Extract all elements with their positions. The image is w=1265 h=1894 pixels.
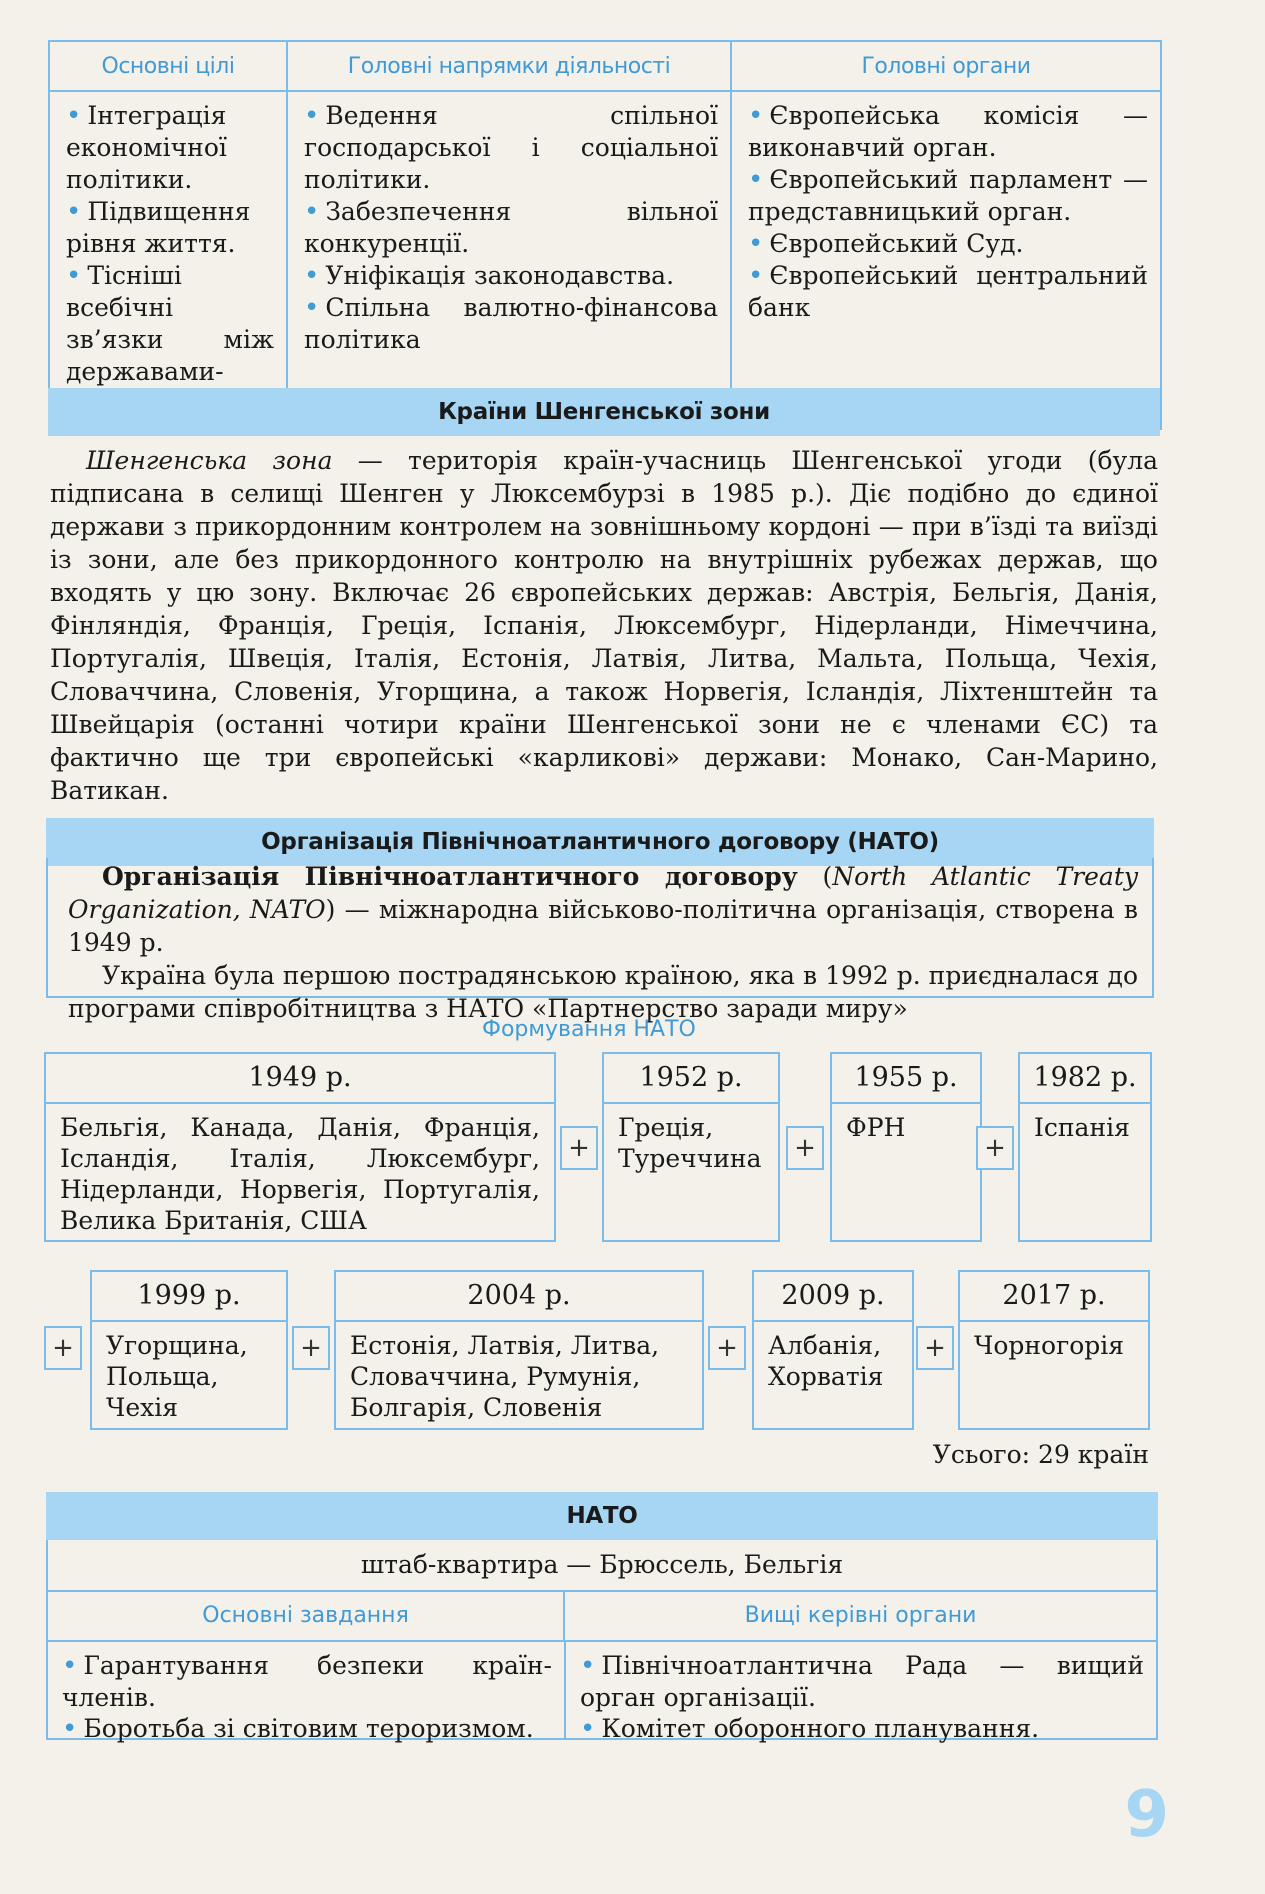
- bullet-icon: •: [62, 1651, 78, 1681]
- year-label: 1999 р.: [92, 1272, 286, 1322]
- organ-text: Комітет оборонного планування.: [601, 1714, 1040, 1743]
- eu-table: [48, 40, 1162, 430]
- list-item: [304, 100, 718, 196]
- list-item: [304, 292, 718, 356]
- year-box: [602, 1052, 780, 1242]
- schengen-paragraph: [50, 444, 1158, 807]
- list-item: [66, 100, 274, 196]
- nato-table: [46, 1540, 1158, 1744]
- ukraine-note: Україна була першою пострадянською країною, яка в 1992 р. приєдналася до програми співробітництва з НАТО «Партнерство заради миру»: [68, 961, 1138, 1023]
- direction-text: Забезпечення вільної конкуренції.: [304, 197, 718, 258]
- direction-text: Уніфікація законодавства.: [325, 261, 675, 290]
- plus-sign: +: [292, 1326, 330, 1370]
- year-countries: Албанія, Хорватія: [768, 1331, 884, 1391]
- year-countries: Бельгія, Канада, Данія, Франція, Ісландія, Італія, Люксембург, Нідерланди, Норвегія, Португалія, Велика Британія, США: [60, 1113, 540, 1235]
- nato-definition-rest: ) — міжнародна військово-політична організація, створена в 1949 р.: [68, 895, 1138, 957]
- bullet-icon: •: [748, 101, 764, 131]
- plus-sign: +: [708, 1326, 746, 1370]
- eu-goals-cell: [49, 91, 287, 429]
- list-item: [748, 228, 1148, 260]
- eu-table-body-row: [49, 91, 1161, 429]
- year-countries: Чорногорія: [974, 1331, 1125, 1360]
- list-item: [748, 100, 1148, 164]
- nato-term: Організація Північноатлантичного договору: [102, 862, 798, 891]
- bullet-icon: •: [580, 1714, 596, 1744]
- bullet-icon: •: [304, 293, 320, 323]
- bullet-icon: •: [748, 165, 764, 195]
- nato-header-tasks: Основні завдання: [48, 1592, 565, 1640]
- plus-sign: +: [916, 1326, 954, 1370]
- eu-header-organs: Головні органи: [731, 41, 1161, 91]
- year-box: [958, 1270, 1150, 1430]
- organ-text: Північноатлантична Рада — вищий орган організації.: [580, 1651, 1144, 1712]
- bullet-icon: •: [66, 101, 82, 131]
- task-text: Боротьба зі світовим тероризмом.: [83, 1714, 534, 1743]
- schengen-text: — територія країн-учасниць Шенгенської угоди (була підписана в селищі Шенген у Люксембурзі в 1985 р.). Діє подібно до єдиної держави з прикордонним контролем на зовнішньому кордоні — при в’їзді та виїзді із зони, але без прикордонного контролю на внутрішніх рубежах держав, що входять у цю зону. Включає 26 європейських держав: Австрія, Бельгія, Данія, Фінляндія, Франція, Греція, Іспанія, Люксембург, Нідерланди, Німеччина, Португалія, Швеція, Італія, Естонія, Латвія, Литва, Мальта, Польща, Чехія, Словаччина, Словенія, Угорщина, а також Норвегія, Ісландія, Ліхтенштейн та Швейцарія (останні чотири країни Шенгенської зони не є членами ЄС) та фактично ще три європейські «карликові» держави: Монако, Сан-Марино, Ватикан.: [50, 446, 1158, 805]
- goal-text: Підвищення рівня життя.: [66, 197, 251, 258]
- year-box: [90, 1270, 288, 1430]
- year-countries: Іспанія: [1034, 1113, 1130, 1142]
- year-label: 2009 р.: [754, 1272, 912, 1322]
- plus-sign: +: [786, 1126, 824, 1170]
- nato-title: НАТО: [46, 1492, 1158, 1540]
- bullet-icon: •: [66, 197, 82, 227]
- bullet-icon: •: [62, 1714, 78, 1744]
- organ-text: Європейський центральний банк: [748, 261, 1148, 322]
- list-item: [304, 196, 718, 260]
- nato-tasks-cell: [48, 1642, 566, 1744]
- eu-table-header-row: [49, 41, 1161, 91]
- year-box: [334, 1270, 704, 1430]
- nato-organs-cell: [566, 1642, 1156, 1744]
- list-item: [304, 260, 718, 292]
- year-box: [1018, 1052, 1152, 1242]
- task-text: Гарантування безпеки країн-членів.: [62, 1651, 552, 1712]
- year-countries: Естонія, Латвія, Литва, Словаччина, Румунія, Болгарія, Словенія: [350, 1331, 660, 1422]
- year-label: 1949 р.: [46, 1054, 554, 1104]
- bullet-icon: •: [66, 261, 82, 291]
- list-item: [580, 1713, 1144, 1745]
- eu-header-directions: Головні напрямки діяльності: [287, 41, 731, 91]
- year-label: 1952 р.: [604, 1054, 778, 1104]
- schengen-title: Країни Шенгенської зони: [48, 388, 1160, 436]
- organ-text: Європейська комісія — виконавчий орган.: [748, 101, 1148, 162]
- organ-text: Європейський Суд.: [769, 229, 1024, 258]
- list-item: [66, 196, 274, 260]
- page-number: 9: [1124, 1778, 1169, 1852]
- direction-text: Спільна валютно-фінансова політика: [304, 293, 718, 354]
- organ-text: Європейський парламент — представницький орган.: [748, 165, 1148, 226]
- year-label: 2017 р.: [960, 1272, 1148, 1322]
- bullet-icon: •: [304, 197, 320, 227]
- bullet-icon: •: [304, 261, 320, 291]
- plus-sign: +: [44, 1326, 82, 1370]
- goal-text: Інтеграція економічної політики.: [66, 101, 227, 194]
- plus-sign: +: [976, 1126, 1014, 1170]
- plus-sign: +: [560, 1126, 598, 1170]
- total-count: Усього: 29 країн: [932, 1440, 1149, 1469]
- bullet-icon: •: [580, 1651, 596, 1681]
- year-box: [752, 1270, 914, 1430]
- list-item: [748, 164, 1148, 228]
- year-box: [830, 1052, 982, 1242]
- nato-intro-box: [46, 858, 1154, 1023]
- year-label: 2004 р.: [336, 1272, 702, 1322]
- bullet-icon: •: [304, 101, 320, 131]
- goal-text: Тісніші всебічні зв’язки між державами-: [66, 261, 274, 386]
- formation-title: Формування НАТО: [482, 1017, 696, 1042]
- year-countries: Греція, Туреччина: [618, 1113, 762, 1173]
- nato-header-organs: Вищі керівні органи: [744, 1603, 977, 1628]
- year-label: 1982 р.: [1020, 1054, 1150, 1104]
- list-item: [580, 1650, 1144, 1713]
- list-item: [62, 1713, 552, 1745]
- nato-table-body-row: [48, 1642, 1156, 1744]
- eu-directions-cell: [287, 91, 731, 429]
- nato-english-name: North Atlantic Treaty Organization, NATO: [68, 862, 1139, 924]
- bullet-icon: •: [748, 261, 764, 291]
- year-countries: Угорщина, Польща, Чехія: [106, 1331, 248, 1422]
- nato-paren: (: [797, 862, 833, 891]
- list-item: [62, 1650, 552, 1713]
- list-item: [748, 260, 1148, 324]
- year-label: 1955 р.: [832, 1054, 980, 1104]
- nato-intro-title: Організація Північноатлантичного договору (НАТО): [46, 818, 1154, 866]
- bullet-icon: •: [748, 229, 764, 259]
- schengen-term: Шенгенська зона: [86, 446, 333, 475]
- eu-organs-cell: [731, 91, 1161, 429]
- year-box: [44, 1052, 556, 1242]
- nato-headquarters: штаб-квартира — Брюссель, Бельгія: [48, 1540, 1156, 1592]
- direction-text: Ведення спільної господарської і соціальної політики.: [304, 101, 718, 194]
- nato-table-header-row: [48, 1592, 1156, 1642]
- eu-header-goals: Основні цілі: [49, 41, 287, 91]
- nato-definition: [68, 860, 1138, 959]
- year-countries: ФРН: [846, 1113, 906, 1142]
